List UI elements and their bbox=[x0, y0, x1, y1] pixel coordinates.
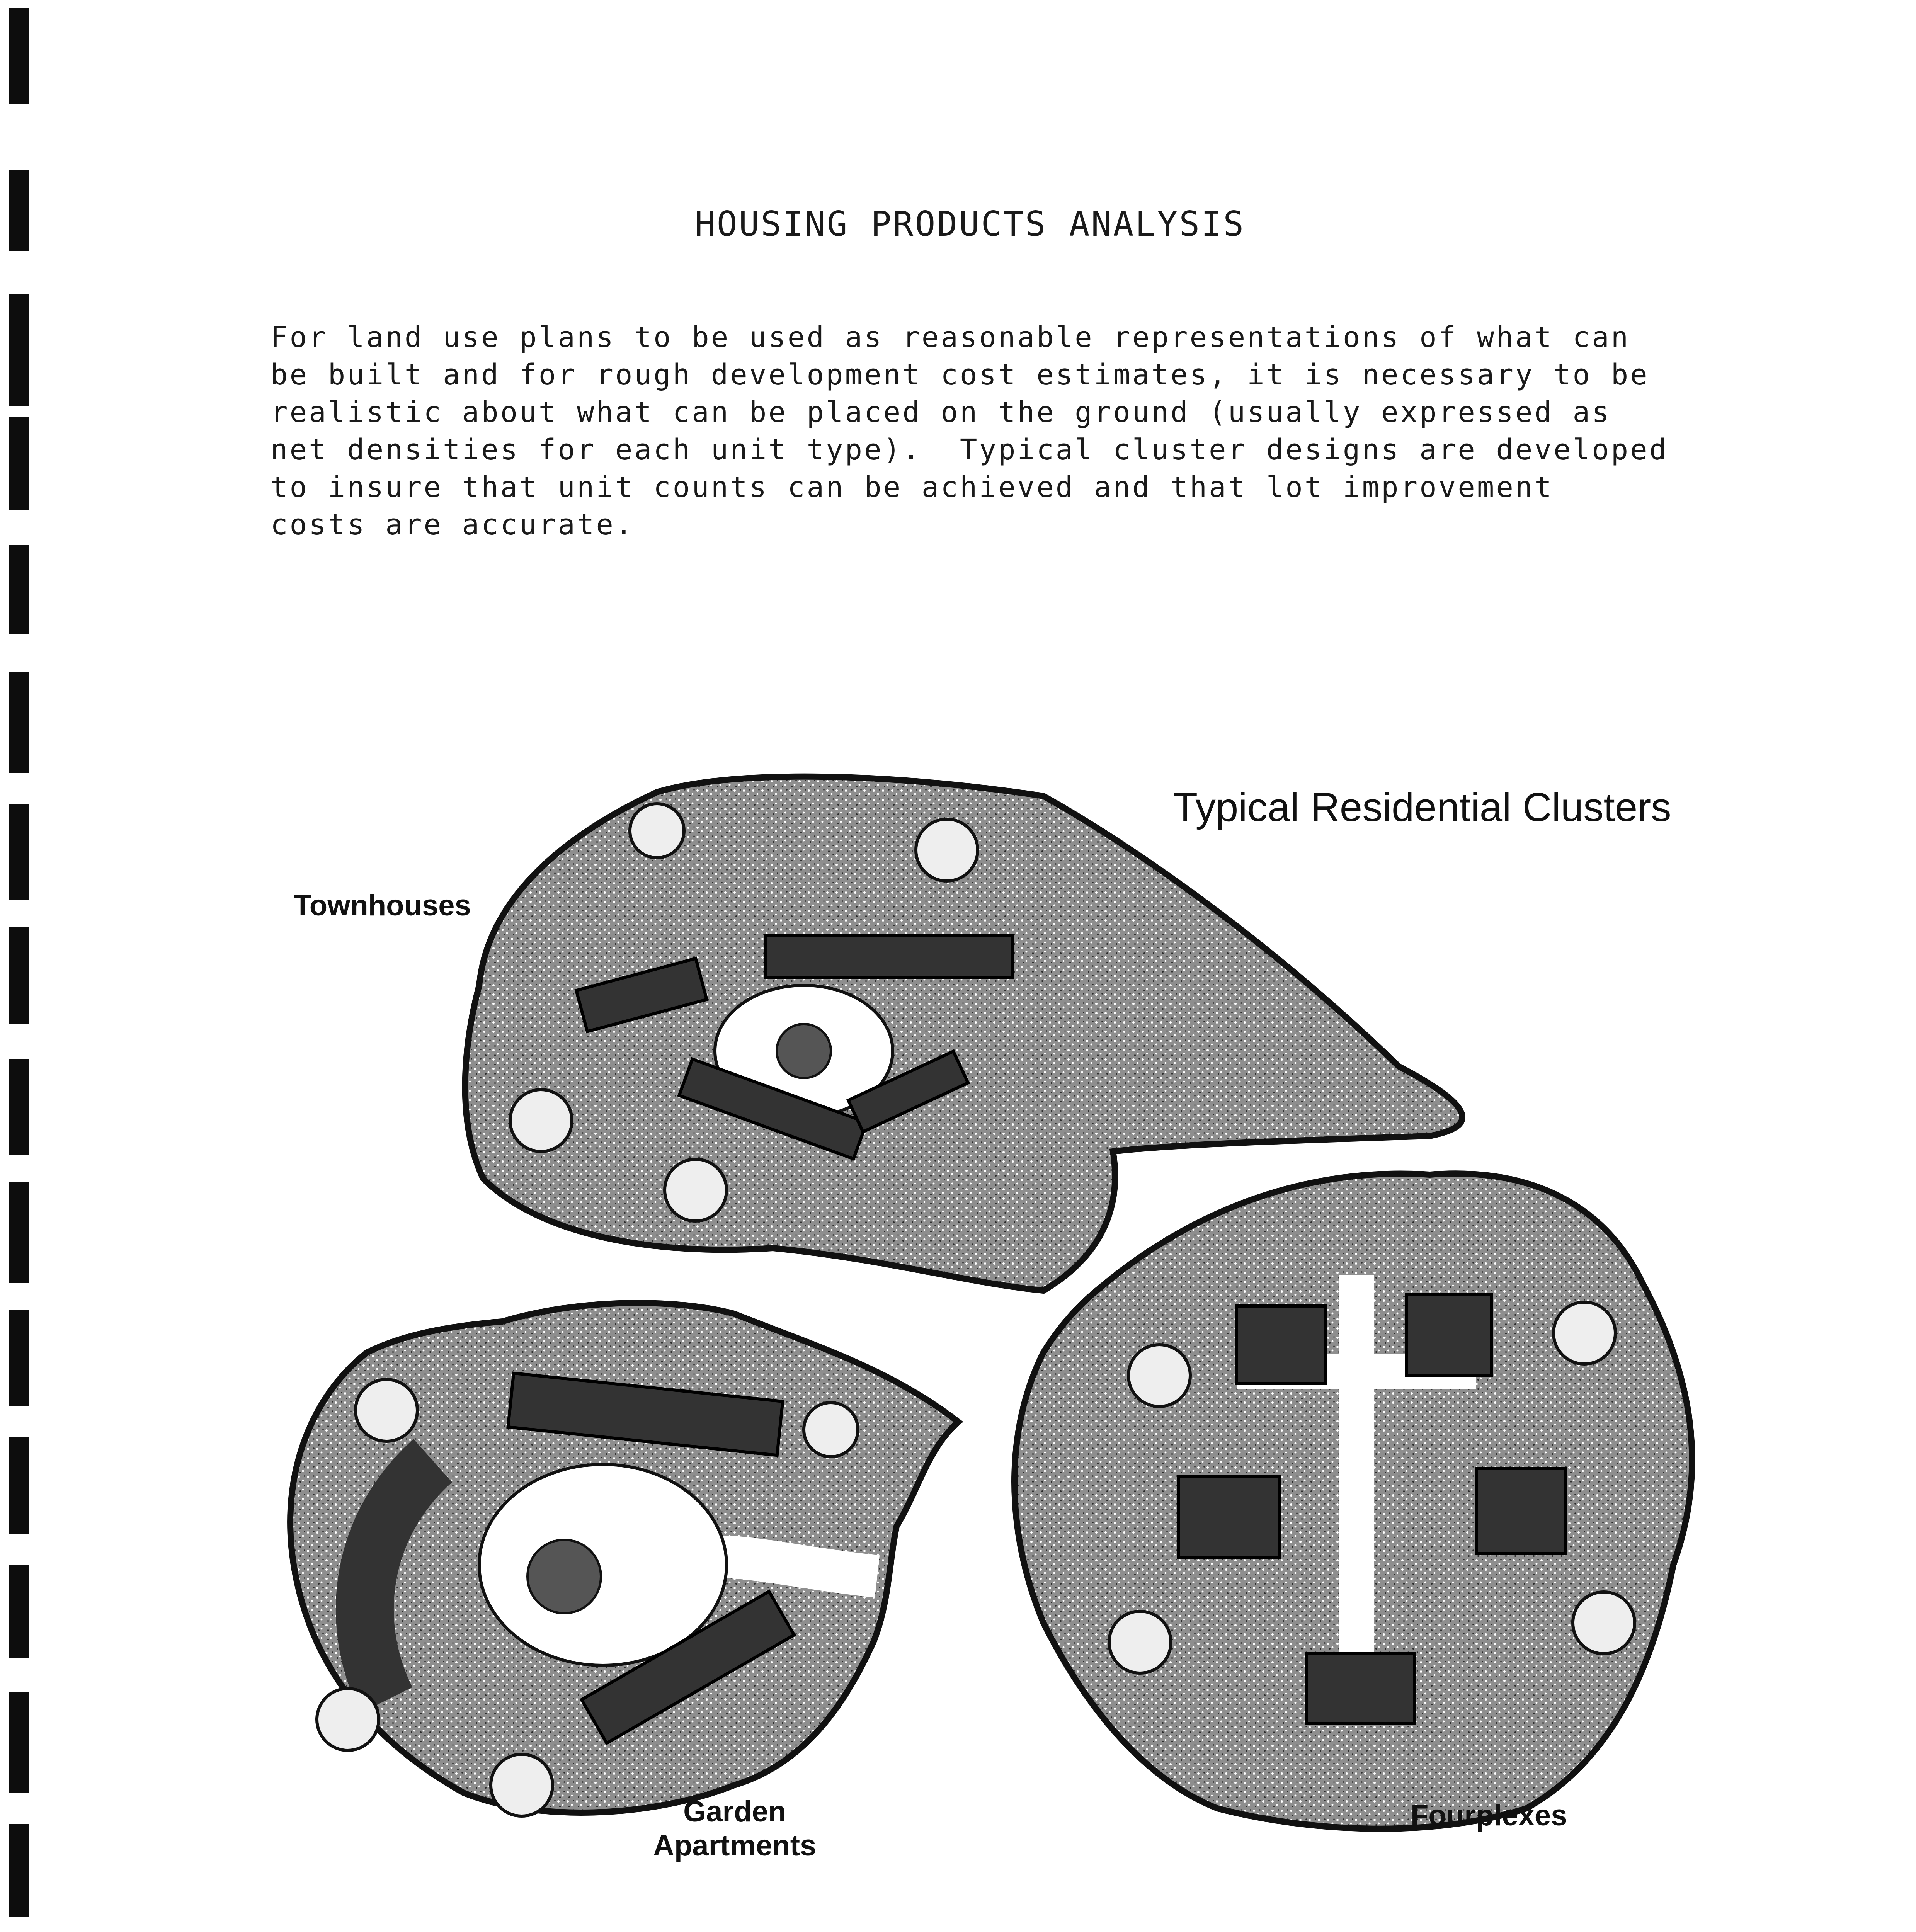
binder-mark bbox=[9, 672, 29, 773]
tree-symbol bbox=[1573, 1592, 1635, 1654]
label-garden-apartments bbox=[653, 1795, 816, 1863]
binder-mark bbox=[9, 1059, 29, 1155]
site-plan-illustration bbox=[232, 757, 1747, 1859]
label-garden-line2: Apartments bbox=[653, 1829, 817, 1862]
label-townhouses: Townhouses bbox=[294, 889, 471, 922]
page-title: HOUSING PRODUCTS ANALYSIS bbox=[694, 204, 1246, 244]
binder-mark bbox=[9, 1824, 29, 1917]
tree-symbol bbox=[510, 1090, 572, 1151]
binder-mark bbox=[9, 1692, 29, 1793]
tree-symbol bbox=[630, 804, 684, 858]
garden-apartments-cluster bbox=[290, 1303, 958, 1816]
tree-symbol bbox=[665, 1159, 727, 1221]
tree-symbol bbox=[1109, 1611, 1171, 1673]
tree-symbol bbox=[1128, 1345, 1190, 1406]
building-row bbox=[765, 935, 1012, 978]
tree-symbol bbox=[356, 1379, 417, 1441]
binder-mark bbox=[9, 927, 29, 1024]
fourplexes-cluster bbox=[1014, 1173, 1692, 1828]
label-garden-line1: Garden bbox=[683, 1795, 786, 1828]
intro-line: be built and for rough development cost estimates, it is necessary to be bbox=[271, 358, 1649, 391]
fourplex-building bbox=[1306, 1654, 1414, 1723]
fourplex-building bbox=[1237, 1306, 1326, 1383]
tree-symbol bbox=[804, 1403, 858, 1457]
binder-mark bbox=[9, 804, 29, 900]
landscaped-island bbox=[527, 1540, 601, 1613]
binder-mark bbox=[9, 1310, 29, 1406]
landscaped-island bbox=[777, 1024, 831, 1078]
intro-paragraph bbox=[271, 319, 1739, 544]
fourplex-building bbox=[1179, 1476, 1279, 1557]
tree-symbol bbox=[491, 1754, 553, 1816]
intro-line: costs are accurate. bbox=[271, 508, 635, 541]
figure-title: Typical Residential Clusters bbox=[1173, 785, 1671, 830]
parking-court bbox=[479, 1464, 727, 1665]
intro-line: realistic about what can be placed on the ground (usually expressed as bbox=[271, 396, 1611, 429]
binder-mark bbox=[9, 417, 29, 510]
binder-mark bbox=[9, 1182, 29, 1283]
binder-mark bbox=[9, 8, 29, 104]
label-fourplexes: Fourplexes bbox=[1411, 1799, 1567, 1832]
binder-mark bbox=[9, 294, 29, 406]
binder-mark bbox=[9, 545, 29, 634]
fourplex-building bbox=[1407, 1294, 1492, 1376]
tree-symbol bbox=[1554, 1302, 1615, 1364]
tree-symbol bbox=[317, 1689, 379, 1750]
intro-line: to insure that unit counts can be achieved and that lot improvement bbox=[271, 471, 1554, 504]
binder-mark bbox=[9, 1437, 29, 1534]
intro-line: net densities for each unit type). Typical cluster designs are developed bbox=[271, 433, 1669, 466]
intro-line: For land use plans to be used as reasonable representations of what can bbox=[271, 321, 1630, 354]
fourplex-building bbox=[1476, 1468, 1565, 1553]
tree-symbol bbox=[916, 819, 978, 881]
binder-mark bbox=[9, 1565, 29, 1658]
